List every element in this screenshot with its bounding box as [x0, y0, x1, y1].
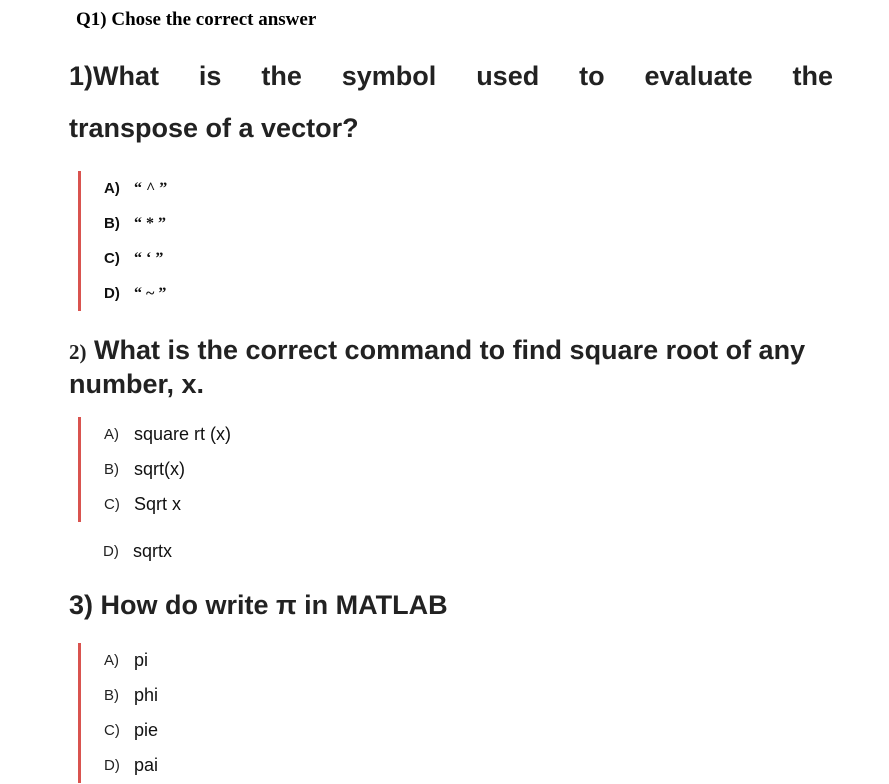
option-letter: D) — [103, 543, 119, 560]
q3-option-a[interactable] — [81, 643, 158, 678]
q1-title-word: 1)What — [69, 61, 159, 91]
q2-option-a[interactable] — [81, 417, 231, 452]
question-1-options — [78, 171, 167, 311]
q1-title-word: evaluate — [644, 61, 753, 91]
q1-title-line2: transpose of a vector? — [69, 113, 359, 143]
question-2-title — [69, 334, 829, 400]
option-text: square rt (x) — [134, 424, 232, 444]
q1-title-word: the — [792, 61, 833, 91]
option-letter: D) — [104, 285, 120, 302]
question-3-title: 3) How do write π in MATLAB — [69, 590, 448, 620]
q1-title-word: to — [579, 61, 605, 91]
q1-title-word: used — [476, 61, 540, 91]
option-letter: B) — [104, 461, 119, 478]
option-letter: B) — [104, 215, 120, 232]
q1-title-word: is — [198, 61, 222, 91]
option-letter: C) — [104, 722, 120, 739]
q2-option-d[interactable] — [81, 534, 172, 569]
q1-title-word: the — [261, 61, 302, 91]
option-letter: A) — [104, 652, 119, 669]
option-text: phi — [134, 685, 159, 705]
question-3-options — [78, 643, 158, 783]
q1-option-a[interactable] — [81, 171, 167, 206]
option-text: “ ‘ ” — [134, 249, 164, 267]
option-text: sqrt(x) — [134, 459, 185, 479]
option-letter: C) — [104, 250, 120, 267]
option-text: “ * ” — [134, 214, 166, 232]
option-letter: A) — [104, 180, 120, 197]
option-letter: B) — [104, 687, 119, 704]
q3-option-b[interactable] — [81, 678, 158, 713]
q2-option-c[interactable] — [81, 487, 231, 522]
option-letter: A) — [104, 426, 119, 443]
option-text: sqrtx — [133, 541, 173, 561]
q2-title-text: What is the correct command to find square root of any number, x. — [69, 335, 806, 399]
q1-title-word: symbol — [341, 61, 437, 91]
option-text: pi — [134, 650, 149, 670]
option-text: pai — [134, 755, 159, 775]
question-2-options — [78, 417, 231, 522]
q1-option-b[interactable] — [81, 206, 167, 241]
q3-option-c[interactable] — [81, 713, 158, 748]
q2-number: 2) — [69, 340, 87, 364]
option-text: “ ~ ” — [134, 284, 167, 302]
option-text: pie — [134, 720, 159, 740]
section-header: Q1) Chose the correct answer — [76, 9, 317, 30]
q2-option-b[interactable] — [81, 452, 231, 487]
question-1-title — [69, 50, 833, 154]
q3-option-d[interactable] — [81, 748, 158, 783]
option-letter: D) — [104, 757, 120, 774]
option-text: “ ^ ” — [134, 179, 168, 197]
q1-option-d[interactable] — [81, 276, 167, 311]
option-letter: C) — [104, 496, 120, 513]
q1-option-c[interactable] — [81, 241, 167, 276]
option-text: Sqrt x — [134, 494, 182, 514]
